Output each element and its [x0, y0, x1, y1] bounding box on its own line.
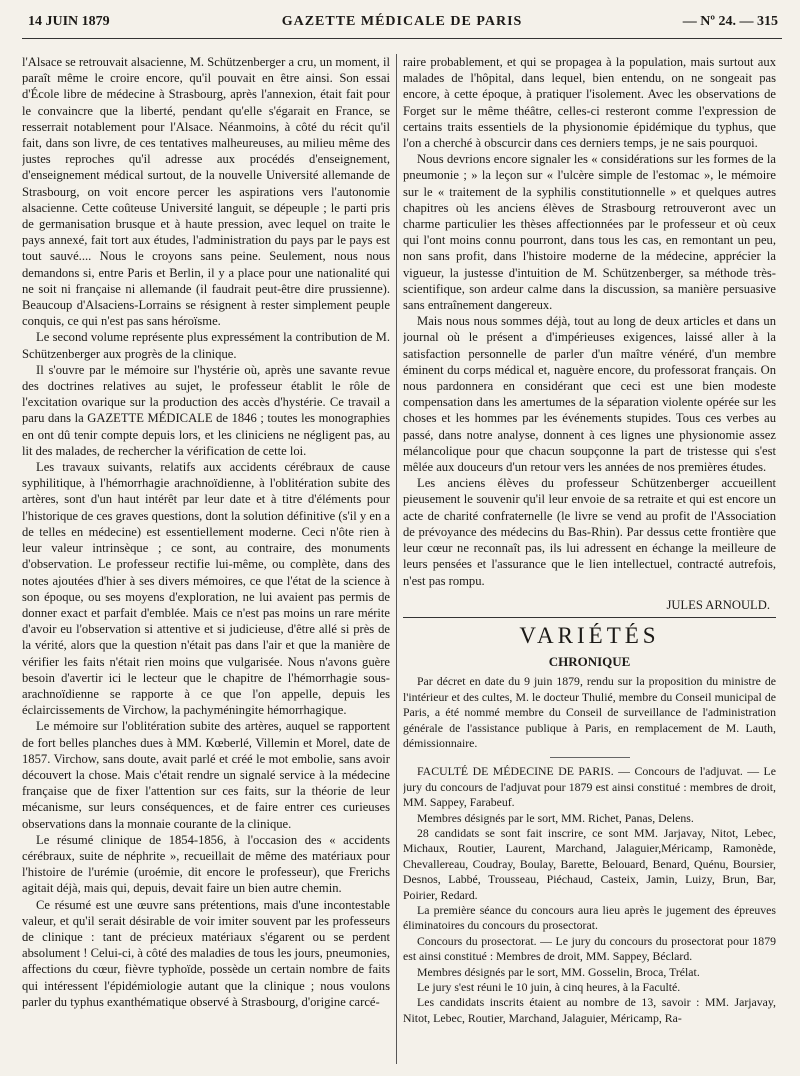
paragraph: Nous devrions encore signaler les « considérations sur les formes de la pneumonie ; » la leçon sur « l'ulcère simple de l'estomac », le mémoire sur le « traitement de la syphilis constitutionnelle » et quelques autres chapitres où les anciens élèves de Strasbourg retrouveront avec un charme particulier les thèses affectionnées par le professeur et où ceux qui l'ont moins connu pourront, dans tous les cas, en remontant un peu, non sans profit, dans l'histoire moderne de la médecine, apprécier la vigueur, la justesse d'intuition de M. Schützenberger, sa méthode très-scientifique, son ardeur calme dans la discussion, sa manière persuasive sans entraînement dangereux. — [403, 152, 776, 313]
news-item: Les candidats inscrits étaient au nombre de 13, savoir : MM. Jarjavay, Nitot, Lebec, Routier, Marchand, Jalaguier, Méricamp, Ra- — [403, 995, 776, 1025]
author-signature: JULES ARNOULD. — [666, 597, 770, 612]
paragraph: raire probablement, et qui se propagea à la population, mais surtout aux malades de l'hôpital, dans lequel, bien entendu, on ne songeait pas encore, à cette époque, à pratiquer l'isolement. Avec les observations de Forget sur le même théâtre, celles-ci resteront comme l'expression de certains traits essentiels de la physionomie épidémique du typhus, que l'on a cherché à obscurcir dans ces derniers temps, je ne sais pourquoi. — [403, 55, 776, 151]
left-column — [22, 54, 390, 1066]
section-divider — [403, 617, 776, 618]
news-item: FACULTÉ DE MÉDECINE DE PARIS. — Concours de l'adjuvat. — Le jury du concours de l'adjuvat pour 1879 est ainsi constitué : membres de droit, MM. Sappey, Farabeuf. — [403, 764, 776, 810]
news-item: La première séance du concours aura lieu après le jugement des épreuves éliminatoires du concours du prosectorat. — [403, 903, 776, 933]
paragraph: Le résumé clinique de 1854-1856, à l'occasion des « accidents cérébraux, suite de néphrite », recueillait de même des matériaux pour l'histoire de l'urémie (uroémie, dit encore le professeur), que Frerichs agitait déjà, mais qui, depuis, devait faire un bien autre chemin. — [22, 832, 390, 896]
news-item: Membres désignés par le sort, MM. Gosselin, Broca, Trélat. — [417, 964, 700, 979]
news-item: Membres désignés par le sort, MM. Richet, Panas, Delens. — [417, 810, 694, 825]
journal-title: GAZETTE MÉDICALE DE PARIS — [281, 14, 523, 29]
paragraph: Il s'ouvre par le mémoire sur l'hystérie où, après une savante revue des doctrines relatives au sujet, le professeur établit le rôle de l'excitation ovarique sur la production des accès d'hystérie. Ce travail a paru dans la GAZETTE MÉDICALE de 1846 ; toutes les monographies en ont dû tenir compte depuis lors, et les cliniciens ne négligent pas, au lit des malades, de rechercher la vérification de cette loi. — [22, 362, 390, 458]
paragraph: l'Alsace se retrouvait alsacienne, M. Schützenberger a cru, un moment, il paraît même le croire encore, qu'il pouvait en être ainsi. Son essai d'École libre de médecine à Strasbourg, après l'annexion, était fait pour le convaincre que la liberté, pendant qu'elle s'égarait en France, se resserrait notablement pour l'Alsace. Néanmoins, à côté du récit qu'il fait, dans son livre, de ces tentatives malheureuses, au milieu même des justes reproches qu'il adresse aux procédés d'enseignement, d'enseignement médical surtout, de la nouvelle Université allemande de Strasbourg, on voit encore percer les aspirations vers l'autonomie alsacienne. Cette coûteuse Université languit, se dépeuple ; le parti pris de germanisation brusque et à haute pression, avec lequel on traite le pays annexé, fait tort aux études, l'administration du pays par le pays est tout sauvé.... Nous le croyons sans peine. Seulement, nous nous demandons si, entre Paris et Berlin, il y a place pour une nationalité qui ne soit ni française ni allemande (il faudrait peut-être dire prussienne). Beaucoup d'Alsaciens-Lorrains se résignent à rester simplement peuple conquis, ce qui n'est pas sans héroïsme. — [22, 55, 390, 329]
right-column — [403, 54, 776, 1066]
paragraph: Ce résumé est une œuvre sans prétentions, mais d'une incontestable valeur, et qu'il serait désirable de voir imiter souvent par les professeurs de clinique : tant de précieux matériaux s'égarent ou se perdent absolument ! Celui-ci, à côté des maladies de tous les jours, pneumonies, affections du cœur, fièvre typhoïde, possède un certain nombre de faits qui intéressent l'épidémiologie autant que la clinique ; nous voulons parler du typhus exanthématique observé à Strasbourg, d'origine carcé- — [22, 897, 390, 1009]
paragraph: Le second volume représente plus expressément la contribution de M. Schützenberger aux progrès de la clinique. — [22, 330, 390, 361]
section-title: VARIÉTÉS — [519, 622, 660, 648]
paragraph: Mais nous nous sommes déjà, tout au long de deux articles et dans un journal où le présent a d'impérieuses exigences, laissé aller à la satisfaction personnelle de parler d'un maître vénéré, d'un membre éminent du corps médical et, naguère encore, du professorat français. On nous pardonnera en considérant que ceci est une bien modeste compensation dans les amertumes de la séparation violente opérée sur les choses et les hommes par les événements stupides. Tous ces verbes au passé, dans notre analyse, donnent à ces lignes une physionomie assez mélancolique pour que chacun soupçonne la part de tristesse qui s'est mêlée aux douceurs d'un retour vers les années de nos premières études. — [403, 314, 776, 475]
subsection-title: CHRONIQUE — [548, 654, 631, 670]
news-item: Concours du prosectorat. — Le jury du concours du prosectorat pour 1879 est ainsi constitué : Membres de droit, MM. Sappey, Béclard. — [403, 933, 776, 964]
news-item: 28 candidats se sont fait inscrire, ce sont MM. Jarjavay, Nitot, Lebec, Michaux, Routier, Laurent, Marchand, Jalaguier,Méricamp, Ramonède, Chevallereau, Coudray, Boulay, Barette, Belouard, Benard, Quénu, Boursier, Desnos, Labbé, Trousseau, Piéchaud, Casteix, Jamin, Luizy, Brun, Bar, Poirier, Redard. — [403, 825, 776, 902]
column-divider — [396, 54, 397, 1064]
page-header — [22, 8, 782, 39]
news-item: Par décret en date du 9 juin 1879, rendu sur la proposition du ministre de l'intérieur et des cultes, M. le docteur Thulié, membre du Conseil municipal de Paris, a été nommé membre du Conseil de surveillance de l'administration générale de l'assistance publique à Paris, en remplacement de M. Lauth, démissionnaire. — [403, 674, 776, 750]
paragraph: Les travaux suivants, relatifs aux accidents cérébraux de cause syphilitique, à l'hémorrhagie arachnoïdienne, à l'oblitération subite des artères, sont d'un haut intérêt par leur date et à titre d'éléments pour l'historique de ces graves questions, dont la solution définitive (s'il y en a de telles en médecine) est essentiellement moderne. Ceci n'ôte rien à leur valeur intrinsèque ; ce sont, au contraire, des monuments d'observation. Le professeur rectifie lui-même, ou complète, dans des notes ajoutées d'hier à ses divers mémoires, ce que l'état de la science à son époque, ou ses moyens d'exploration, ne lui avaient pas permis de donner exact et parfait d'emblée. Mais ce n'est pas moins un rare mérite d'avoir eu l'observation si attentive et si judicieuse, d'être allé si près de la vérité, alors que la question n'était pas dans l'air et que la manière de vérifier les faits n'était rien moins que vulgarisée. Nous n'avons guère besoin d'avertir ici le lecteur que le chapitre de l'hémorrhagie sous-arachnoïdienne se rapporte à ce que l'on appelle, depuis les éclaircissements de Virchow, la pachyméningite hémorrhagique. — [22, 460, 390, 718]
paragraph: Le mémoire sur l'oblitération subite des artères, auquel se rapportent de fort belles planches dues à MM. Kœberlé, Villemin et Morel, date de 1857. Virchow, sans doute, avait parlé et créé le mot embolie, sans avoir découvert la chose. Mais c'était rendre un signalé service à la médecine française que de fixer l'attention sur ces faits, sur la théorie de leur mécanisme, sur leurs conséquences, et de faire entrer ces curieuses observations dans la monnaie courante de la clinique. — [22, 719, 390, 831]
item-separator — [550, 757, 630, 758]
paragraph: Les anciens élèves du professeur Schützenberger accueillent pieusement le souvenir qu'il leur envoie de sa retraite et qui est encore un acte de charité confraternelle (le livre se vend au profit de l'Association de prévoyance des médecins du Bas-Rhin). Par dessus cette frontière que leur cœur ne reconnaît pas, ils lui adressent en échange la meilleure de leurs pensées et l'assurance que le lien intellectuel, contracté autrefois, n'est pas rompu. — [403, 476, 776, 588]
issue-date: 14 JUIN 1879 — [28, 14, 110, 29]
news-item: Le jury s'est réuni le 10 juin, à cinq heures, à la Faculté. — [417, 980, 681, 995]
page-number: — Nº 24. — 315 — [682, 14, 778, 29]
